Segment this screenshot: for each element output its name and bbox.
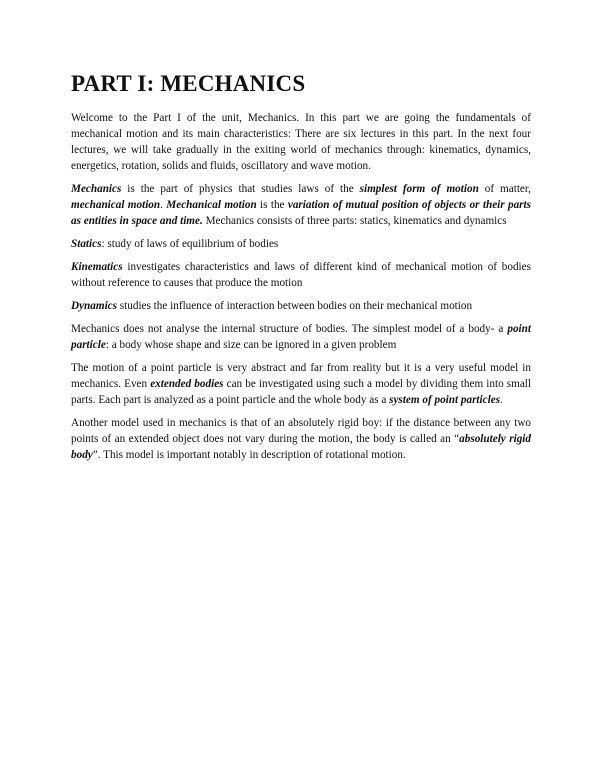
paragraph-mechanics-definition [71,181,531,229]
paragraph-statics [71,236,531,252]
document-page [71,70,531,470]
term-mechanical-motion: mechanical motion [71,199,161,211]
text: . [160,199,167,211]
term-statics: Statics [71,238,102,250]
term-kinematics: Kinematics [71,261,123,273]
text: . [500,394,503,406]
text: can be investigated using such a model by dividing them into small parts. Each part is analyzed as a point particle and the whole body as a [71,378,532,406]
term-point-particle: point particle [71,323,531,351]
text: Mechanics consists of three parts: statics, kinematics and dynamics [202,215,507,227]
term-variation: variation of mutual position of objects or their parts as entities in space and time. [71,199,531,227]
text: is the [256,199,288,211]
text: investigates characteristics and laws of different kind of mechanical motion of bodies without reference to causes that produce the motion [71,261,531,289]
text: Another model used in mechanics is that of an absolutely rigid boy: if the distance between any two points of an extended object does not vary during the motion, the body is called an “ [71,417,531,445]
text: Welcome to the Part I of the unit, Mechanics. In this part we are going the fundamentals of mechanical motion and its main characteristics: There are six lectures in this part. In the next four lectures, we will take gradually in the exiting world of mechanics through: kinematics, dynamics, energetics, rotation, solids and fluids, oscillatory and wave motion. [71,112,531,172]
text: ”. This model is important notably in description of rotational motion. [92,449,406,461]
term-simplest-form: simplest form of motion [359,183,479,195]
text: The motion of a point particle is very abstract and far from reality but it is a very useful model in mechanics. Even [71,362,531,390]
text: is the part of physics that studies laws of the [121,183,360,195]
text: : a body whose shape and size can be ignored in a given problem [105,339,397,351]
paragraph-point-particle [71,321,531,353]
term-mechanics: Mechanics [71,183,122,195]
paragraph-intro [71,110,531,174]
page-title: PART I: MECHANICS [71,71,306,96]
text: of matter, [478,183,531,195]
term-mechanical-motion-2: Mechanical motion [166,199,257,211]
paragraph-extended-bodies [71,360,531,408]
term-dynamics: Dynamics [71,300,117,312]
paragraph-rigid-body [71,415,531,463]
text: Mechanics does not analyse the internal structure of bodies. The simplest model of a body- a [71,323,508,335]
term-absolutely-rigid-body: absolutely rigid body [71,433,531,461]
paragraph-dynamics [71,298,531,314]
text: studies the influence of interaction between bodies on their mechanical motion [117,300,473,312]
paragraph-kinematics [71,259,531,291]
term-extended-bodies: extended bodies [150,378,224,390]
term-system-of-point-particles: system of point particles [389,394,501,406]
text: : study of laws of equilibrium of bodies [101,238,279,250]
